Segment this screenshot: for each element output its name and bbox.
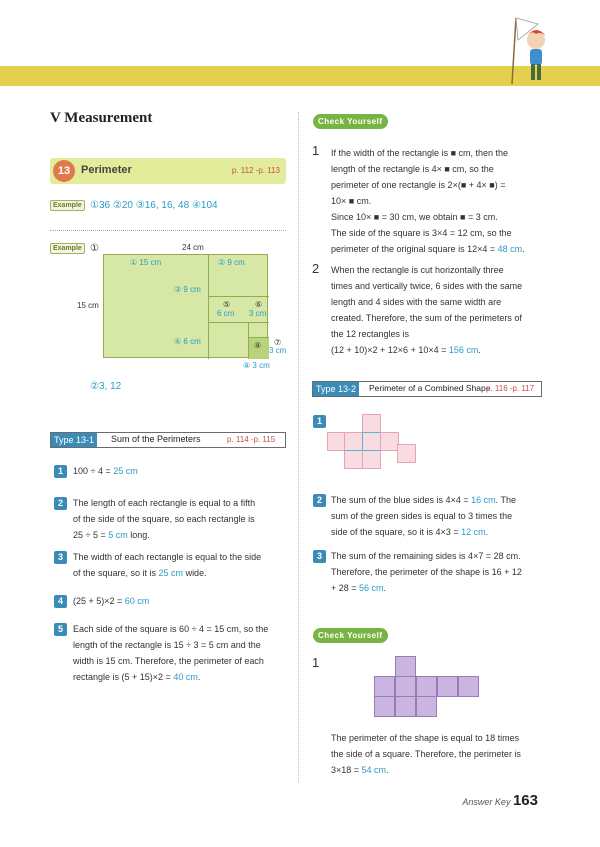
right-question-1-text: If the width of the rectangle is ■ cm, then the length of the rectangle is 4× ■ cm, so the perimeter of one rectangle is 2×(■ + 4× ■) = 10× ■ cm. Since 10× ■ = 30 cm, we obtain ■ = 3 cm. The side of the square is 3×4 = 12 cm, so the perimeter of the original square is 12×4 = 48 cm.	[331, 148, 525, 254]
example-label: Example	[50, 200, 85, 211]
question-1-answer: 100 ÷ 4 = 25 cm	[73, 466, 138, 476]
footer-label: Answer Key	[462, 797, 511, 807]
right-question-number: 2	[312, 261, 320, 276]
page-footer	[462, 792, 538, 809]
type-13-2-question-2-text: The sum of the blue sides is 4×4 = 16 cm. The sum of the green sides is equal to 3 times the side of the square, so it is 4×3 = 12 cm.	[331, 495, 516, 537]
shape-square	[395, 656, 416, 677]
question-3-answer: The width of each rectangle is equal to the side of the square, so it is 25 cm wide.	[73, 552, 262, 578]
shape-square	[397, 444, 416, 463]
shape-square	[344, 432, 363, 451]
section-13-header	[50, 158, 286, 184]
figure-label-9: ⑨	[254, 341, 262, 350]
shape-square	[362, 432, 381, 451]
figure-label-7: 3 cm	[269, 346, 287, 355]
figure-label-8: ⑧ 3 cm	[243, 361, 270, 370]
type-title: Sum of the Perimeters	[111, 434, 201, 444]
check-yourself-badge: Check Yourself	[313, 114, 388, 129]
question-number: 3	[54, 551, 67, 564]
column-divider	[298, 112, 299, 782]
question-5-answer: Each side of the square is 60 ÷ 4 = 15 cm, so the length of the rectangle is 15 ÷ 3 = 5 cm and the width is 15 cm. Therefore, the perimeter of each rectangle is (5 + 15)×2 = 40 cm.	[73, 624, 269, 682]
type-tag: Type 13-2	[313, 382, 359, 396]
purple-combined-shape	[374, 656, 480, 722]
question-number: 1	[54, 465, 67, 478]
pink-combined-shape	[327, 414, 417, 480]
figure-label-6-num: ⑥	[255, 300, 263, 309]
shape-square	[395, 676, 416, 697]
example-2-answer: ②3, 12	[90, 381, 122, 392]
right-question-2-text: When the rectangle is cut horizontally three times and vertically twice, 6 sides with the same length and 4 sides with the same width are created. Therefore, the sum of the perimeters of the 12 rectangles is (12 + 10)×2 + 12×6 + 10×4 = 156 cm.	[331, 265, 523, 355]
shape-square	[374, 676, 395, 697]
question-number: 1	[313, 415, 326, 428]
figure-label-6: 3 cm	[249, 309, 267, 318]
type-title: Perimeter of a Combined Shape	[369, 383, 491, 393]
question-number: 4	[54, 595, 67, 608]
question-2-answer: The length of each rectangle is equal to a fifth of the side of the square, so each rectangle is 25 ÷ 5 = 5 cm long.	[73, 498, 256, 540]
type-13-1-header	[50, 432, 286, 448]
shape-square	[437, 676, 458, 697]
type-pages: p. 114 -p. 115	[227, 435, 276, 444]
page-number: 163	[512, 792, 538, 809]
shape-square	[416, 696, 437, 717]
shape-square	[362, 450, 381, 469]
check-yourself-badge: Check Yourself	[313, 628, 388, 643]
child-mascot-illustration	[508, 14, 556, 86]
figure-label-3: ③ 9 cm	[174, 285, 201, 294]
shape-square	[362, 414, 381, 433]
question-number: 2	[54, 497, 67, 510]
shape-square	[395, 696, 416, 717]
figure-label-7-num: ⑦	[274, 338, 282, 347]
example-label-2: Example	[50, 243, 85, 254]
figure-label-4: ④ 6 cm	[174, 337, 201, 346]
example-1-mark: ①	[90, 243, 99, 254]
question-number: 2	[313, 494, 326, 507]
question-number: 5	[54, 623, 67, 636]
question-number: 3	[313, 550, 326, 563]
figure-label-5-num: ⑤	[223, 300, 231, 309]
right-question-number: 1	[312, 143, 320, 158]
section-pages: p. 112 -p. 113	[231, 166, 280, 175]
figure-top-length: 24 cm	[182, 243, 204, 252]
question-4-answer: (25 + 5)×2 = 60 cm	[73, 596, 150, 606]
dotted-separator	[50, 230, 286, 231]
type-13-2-header	[312, 381, 542, 397]
example-answers: ①36 ②20 ③16, 16, 48 ④104	[90, 200, 218, 211]
section-title: Perimeter	[81, 164, 132, 176]
shape-square	[344, 450, 363, 469]
shape-square	[458, 676, 479, 697]
type-pages: p. 116 -p. 117	[486, 384, 535, 393]
figure-left-length: 15 cm	[77, 301, 99, 310]
type-13-2-question-3-text: The sum of the remaining sides is 4×7 = 28 cm. Therefore, the perimeter of the shape is 16 + 12 + 28 = 56 cm.	[331, 551, 522, 593]
figure-line	[208, 255, 209, 359]
figure-label-2: ② 9 cm	[218, 258, 245, 267]
type-tag: Type 13-1	[51, 433, 97, 447]
chapter-heading: V Measurement	[50, 110, 153, 126]
figure-line	[208, 322, 269, 323]
check-yourself-answer-text: The perimeter of the shape is equal to 18 times the side of a square. Therefore, the perimeter is 3×18 = 54 cm.	[331, 733, 521, 775]
figure-label-1: ① 15 cm	[130, 258, 162, 267]
right-question-number: 1	[312, 655, 320, 670]
figure-label-5: 6 cm	[217, 309, 235, 318]
section-number: 13	[53, 160, 75, 182]
shape-square	[416, 676, 437, 697]
shape-square	[374, 696, 395, 717]
figure-line	[208, 296, 269, 297]
